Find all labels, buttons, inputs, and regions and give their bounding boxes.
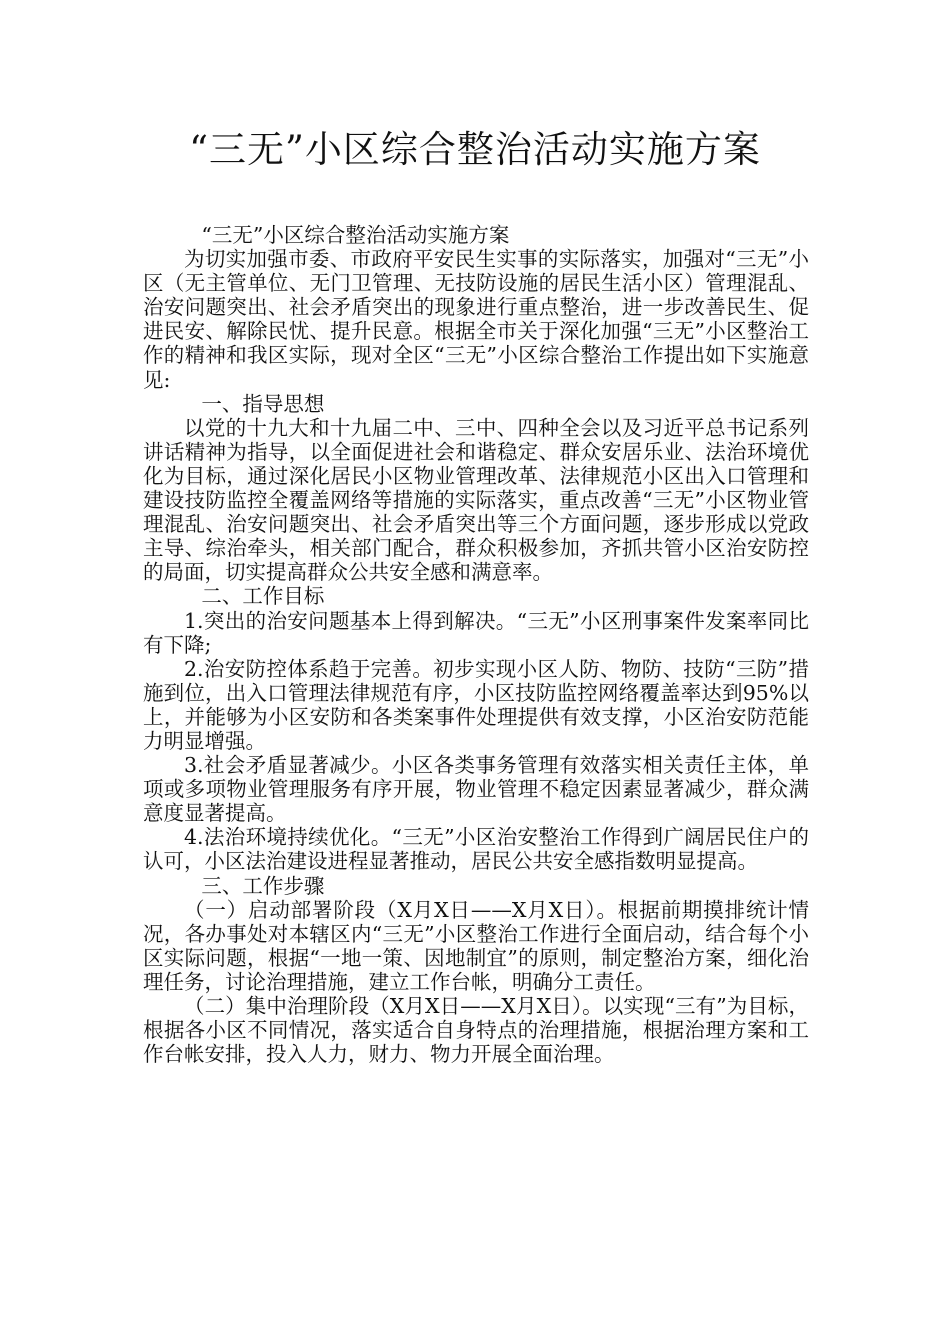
section-heading-guiding-ideology: 一、指导思想 <box>201 391 325 416</box>
section-heading-work-steps: 三、工作步骤 <box>201 873 325 898</box>
goal-item-4: 4.法治环境持续优化。“三无”小区治安整治工作得到广阔居民住户的认可，小区法治建设进程显著推动，居民公共安全感指数明显提高。 <box>143 825 809 874</box>
section-heading-work-goals: 二、工作目标 <box>201 584 325 609</box>
document-body <box>143 223 809 1066</box>
intro-paragraph: 为切实加强市委、市政府平安民生实事的实际落实，加强对“三无”小区（无主管单位、无门卫管理、无技防设施的居民生活小区）管理混乱、治安问题突出、社会矛盾突出的现象进行重点整治，进一步改善民生、促进民安、解除民忧、提升民意。根据全市关于深化加强“三无”小区整治工作的精神和我区实际，现对全区“三无”小区综合整治工作提出如下实施意见: <box>143 247 809 392</box>
guiding-ideology-paragraph: 以党的十九大和十九届二中、三中、四种全会以及习近平总书记系列讲话精神为指导，以全面促进社会和谐稳定、群众安居乐业、法治环境优化为目标，通过深化居民小区物业管理改革、法律规范小区出入口管理和建设技防监控全覆盖网络等措施的实际落实，重点改善“三无”小区物业管理混乱、治安问题突出、社会矛盾突出等三个方面问题，逐步形成以党政主导、综治牵头，相关部门配合，群众积极参加，齐抓共管小区治安防控的局面，切实提高群众公共安全感和满意率。 <box>143 415 809 585</box>
document-title: “三无”小区综合整治活动实施方案 <box>189 128 761 171</box>
step-item-1: （一）启动部署阶段（X月X日——X月X日）。根据前期摸排统计情况，各办事处对本辖区内“三无”小区整治工作进行全面启动，结合每个小区实际问题，根据“一地一策、因地制宜”的原则，制定整治方案，细化治理任务，讨论治理措施，建立工作台帐，明确分工责任。 <box>143 897 809 994</box>
document-subtitle: “三无”小区综合整治活动实施方案 <box>201 223 510 247</box>
goal-item-3: 3.社会矛盾显著减少。小区各类事务管理有效落实相关责任主体，单项或多项物业管理服务有序开展，物业管理不稳定因素显著减少，群众满意度显著提高。 <box>143 753 809 826</box>
step-item-2: （二）集中治理阶段（X月X日——X月X日）。以实现“三有”为目标，根据各小区不同情况，落实适合自身特点的治理措施，根据治理方案和工作台帐安排，投入人力，财力、物力开展全面治理。 <box>143 994 809 1067</box>
goal-item-2: 2.治安防控体系趋于完善。初步实现小区人防、物防、技防“三防”措施到位，出入口管理法律规范有序，小区技防监控网络覆盖率达到95%以上，并能够为小区安防和各类案事件处理提供有效支撑，小区治安防范能力明显增强。 <box>143 656 809 753</box>
goal-item-1: 1.突出的治安问题基本上得到解决。“三无”小区刑事案件发案率同比有下降; <box>143 608 809 657</box>
